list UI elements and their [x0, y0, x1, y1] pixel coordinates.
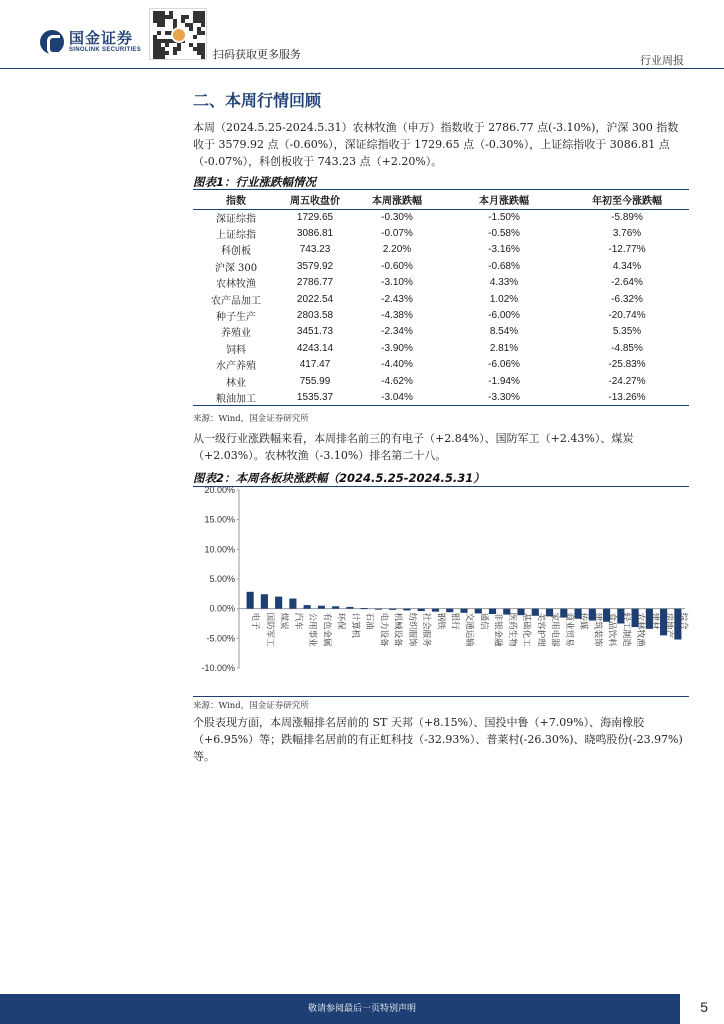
table-header-cell: 年初至今涨跌幅 [565, 190, 689, 209]
x-tick-label: 农林牧渔 [636, 612, 647, 647]
table-cell: 3451.73 [296, 326, 334, 338]
bar-社会服务 [418, 609, 425, 611]
y-tick-label: 5.00% [209, 574, 235, 584]
x-tick-label: 煤炭 [279, 612, 290, 630]
qr-code-icon [149, 8, 207, 60]
table-cell: -3.16% [488, 244, 520, 256]
x-tick-label: 医药生物 [507, 612, 518, 647]
header-divider [0, 68, 724, 69]
paragraph-market-review: 本周（2024.5.25-2024.5.31）农林牧渔（申万）指数收于 2786.77 点(-3.10%)，沪深 300 指数收于 3579.92 点（-0.60%），深证综指收于 1729.65 点（-0.30%），上证综指收于 3086.81 点（-0.07%），科创板收于 743.23 点（+2.20%）。 [193, 121, 679, 168]
report-type: 行业周报 [640, 54, 684, 67]
bar-环保 [332, 606, 339, 608]
table-cell: 2803.58 [296, 310, 334, 322]
table-row [193, 389, 689, 405]
x-tick-label: 轻工制造 [621, 612, 632, 647]
page-header [0, 0, 724, 70]
x-tick-label: 综合 [678, 612, 689, 630]
x-tick-label: 传媒 [579, 612, 590, 630]
table-cell: -3.10% [381, 277, 413, 289]
table-cell: -1.50% [488, 211, 520, 223]
x-tick-label: 纺织服饰 [407, 612, 418, 647]
y-tick-label: -10.00% [201, 663, 235, 673]
table-cell-index-name: 饲料 [226, 344, 246, 356]
table-cell: -0.58% [488, 228, 520, 240]
table-cell: -1.94% [488, 375, 520, 387]
table-header-cell: 本周涨跌幅 [351, 190, 443, 209]
figure2-title: 图表2：本周各板块涨跌幅（2024.5.25-2024.5.31） [193, 471, 485, 485]
industry-performance-table [193, 190, 689, 406]
table-row [193, 324, 689, 340]
table-cell-index-name: 上证综指 [216, 230, 256, 242]
table-cell-index-name: 粮油加工 [193, 389, 279, 405]
table-cell: -2.34% [381, 326, 413, 338]
x-tick-label: 有色金属 [322, 612, 333, 647]
table-cell: 5.35% [612, 326, 642, 338]
table-cell: -6.00% [488, 310, 520, 322]
table-cell: -0.07% [381, 228, 413, 240]
bar-机械设备 [389, 609, 396, 610]
table-cell: 3579.92 [296, 260, 334, 272]
table-cell: -2.64% [611, 277, 643, 289]
table-cell: -25.83% [608, 359, 646, 371]
x-tick-label: 电力设备 [379, 612, 390, 647]
table-cell: 1.02% [489, 293, 519, 305]
table-cell: -6.06% [488, 359, 520, 371]
table-cell: -0.68% [488, 260, 520, 272]
x-tick-label: 公用事业 [308, 612, 319, 647]
bar-有色金属 [318, 606, 325, 609]
brand-name-cn: 国金证券 [69, 29, 134, 47]
bar-国防军工 [261, 594, 268, 608]
table-cell: 417.47 [299, 359, 331, 371]
bar-钢铁 [432, 609, 439, 612]
bar-纺织服饰 [403, 609, 410, 611]
table-row [193, 258, 689, 274]
x-tick-label: 银行 [450, 612, 461, 630]
table-cell: 3086.81 [296, 228, 334, 240]
disclaimer-note: 敬请参阅最后一页特别声明 [307, 1004, 416, 1014]
paragraph-stock-performance: 个股表现方面，本周涨幅排名居前的 ST 天邦（+8.15%）、国投中鲁（+7.09%）、海南橡胶（+6.95%）等；跌幅排名居前的有正虹科技（-32.93%）、普莱村(-26.30%)、晓鸣股份(-23.97%)等。 [193, 716, 683, 763]
x-tick-label: 建筑装饰 [593, 612, 604, 647]
table-cell-index-name: 深证综指 [216, 213, 256, 225]
y-tick-label: 10.00% [204, 544, 235, 555]
table-cell-index-name: 养殖业 [221, 328, 251, 340]
bar-汽车 [289, 599, 296, 609]
table-row [193, 291, 689, 307]
brand-mark-icon [40, 30, 64, 54]
table-row [193, 225, 689, 241]
x-tick-label: 房地产 [664, 612, 675, 639]
table-cell-index-name: 沪深 300 [214, 262, 258, 274]
table-row [193, 242, 689, 258]
table-cell: 1535.37 [279, 389, 351, 405]
table-cell-index-name: 水产养殖 [216, 361, 256, 373]
x-tick-label: 商业贸易 [564, 612, 575, 647]
brand-logo [40, 30, 141, 54]
table-row [193, 307, 689, 323]
table-row [193, 357, 689, 373]
table-cell: 4243.14 [296, 342, 334, 354]
x-tick-label: 基础化工 [522, 612, 533, 647]
figure1-title: 图表1：行业涨跌幅情况 [193, 175, 317, 189]
table-cell: -13.26% [565, 389, 689, 405]
table-cell: 4.33% [489, 277, 519, 289]
table-cell: 2.81% [489, 342, 519, 354]
table-cell: -5.89% [611, 211, 643, 223]
paragraph-industry-ranking: 从一级行业涨跌幅来看，本周排名前三的有电子（+2.84%）、国防军工（+2.43%）、煤炭（+2.03%）。农林牧渔（-3.10%）排名第二十八。 [193, 432, 634, 462]
table-cell: -4.85% [611, 342, 643, 354]
table-cell: -6.32% [611, 293, 643, 305]
table-cell: -2.43% [381, 293, 413, 305]
page-footer [0, 994, 724, 1024]
table-cell: 2.20% [382, 244, 412, 256]
x-tick-label: 交通运输 [465, 612, 475, 647]
bar-电力设备 [375, 609, 382, 610]
bar-石油 [361, 608, 368, 609]
x-tick-label: 家用电器 [550, 612, 561, 647]
table-cell: 2022.54 [296, 293, 334, 305]
x-tick-label: 社会服务 [422, 612, 433, 647]
table-cell: -3.04% [351, 389, 443, 405]
section-title: 二、本周行情回顾 [193, 91, 322, 110]
x-tick-label: 机械设备 [393, 612, 404, 647]
sector-change-bar-chart [193, 486, 693, 678]
table-header-cell: 指数 [193, 190, 279, 209]
table-cell: 2786.77 [296, 277, 334, 289]
table-cell: -12.77% [608, 244, 646, 256]
x-tick-label: 美容护理 [536, 612, 547, 647]
page-number: 5 [700, 999, 708, 1015]
qr-center-logo-icon [171, 27, 187, 43]
table-cell-index-name: 林业 [226, 377, 246, 389]
table-row [193, 209, 689, 225]
table-cell-index-name: 农林牧渔 [216, 279, 256, 291]
figure1-source: 来源：Wind，国金证券研究所 [193, 414, 309, 424]
bar-煤炭 [275, 597, 282, 609]
table-cell: 8.54% [489, 326, 519, 338]
qr-hint: 扫码获取更多服务 [213, 48, 301, 61]
y-tick-label: 20.00% [204, 486, 235, 495]
x-tick-label: 建材 [650, 612, 661, 630]
table-cell-index-name: 农产品加工 [211, 295, 261, 307]
y-tick-label: 0.00% [209, 603, 235, 614]
x-tick-label: 计算机 [350, 612, 361, 639]
table-row [193, 275, 689, 291]
table-cell: 4.34% [612, 260, 642, 272]
table-cell: -24.27% [608, 375, 646, 387]
table-row [193, 373, 689, 389]
table-header-row [193, 190, 689, 209]
table-cell: -0.60% [381, 260, 413, 272]
x-tick-label: 汽车 [293, 612, 304, 630]
table-cell: -20.74% [608, 310, 646, 322]
table-cell-index-name: 科创板 [221, 246, 251, 258]
table-cell: -3.30% [443, 389, 565, 405]
bar-电子 [247, 592, 254, 609]
y-tick-label: -5.00% [206, 633, 235, 644]
table-cell-index-name: 种子生产 [216, 312, 256, 324]
x-tick-label: 钢铁 [436, 612, 447, 630]
x-tick-label: 环保 [336, 612, 347, 630]
table-cell: 3.76% [612, 228, 642, 240]
table-cell: -0.30% [381, 211, 413, 223]
table-cell: -3.90% [381, 342, 413, 354]
table-cell: 755.99 [299, 375, 331, 387]
x-tick-label: 食品饮料 [607, 612, 618, 647]
y-tick-label: 15.00% [204, 514, 235, 525]
table-cell: -4.38% [381, 310, 413, 322]
page-number-box [680, 994, 724, 1024]
figure2-source-divider [193, 696, 689, 697]
bar-公用事业 [304, 605, 311, 609]
x-tick-label: 电子 [251, 612, 262, 630]
table-header-cell: 周五收盘价 [279, 190, 351, 209]
bar-计算机 [346, 607, 353, 609]
table-cell: -4.40% [381, 359, 413, 371]
x-tick-label: 石油 [365, 612, 376, 630]
x-tick-label: 非银金融 [493, 612, 504, 647]
table-cell: 743.23 [299, 244, 331, 256]
table-cell: -4.62% [381, 375, 413, 387]
table-row [193, 340, 689, 356]
figure2-source: 来源：Wind，国金证券研究所 [193, 701, 309, 711]
x-tick-label: 国防军工 [265, 612, 276, 647]
table-header-cell: 本月涨跌幅 [443, 190, 565, 209]
table-cell: 1729.65 [296, 211, 334, 223]
brand-name-en: SINOLINK SECURITIES [69, 47, 142, 53]
x-tick-label: 通信 [479, 612, 490, 630]
